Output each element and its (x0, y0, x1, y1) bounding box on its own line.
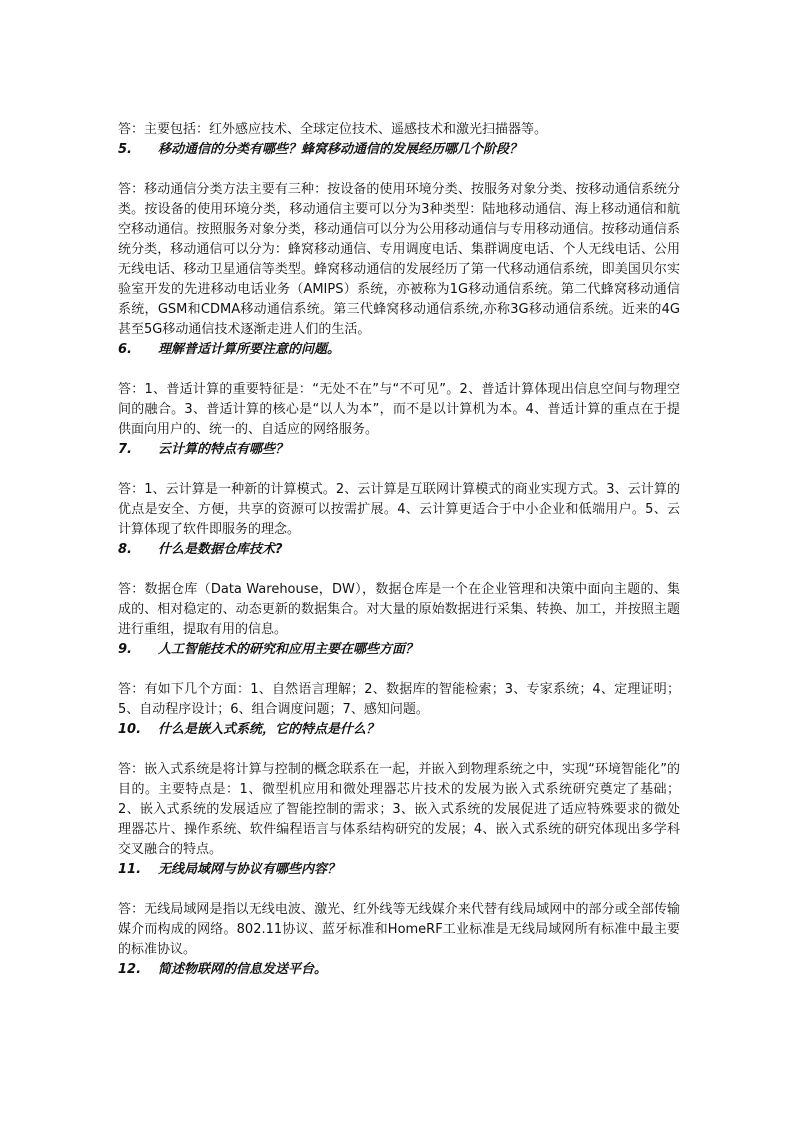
question-text: 简述物联网的信息发送平台。 (158, 962, 328, 977)
answer-paragraph: 答：嵌入式系统是将计算与控制的概念联系在一起，并嵌入到物理系统之中，实现“环境智能化”的目的。主要特点是：1、微型机应用和微处理器芯片技术的发展为嵌入式系统研究奠定了基础；2、嵌入式系统的发展适应了智能控制的需求；3、嵌入式系统的发展促进了适应特殊要求的微处理器芯片、操作系统、软件编程语言与体系结构研究的发展；4、嵌入式系统的研究体现出多学科交叉融合的特点。 (118, 762, 680, 857)
question-text: 云计算的特点有哪些？ (158, 442, 289, 457)
question-number: 6. (118, 342, 132, 357)
question-text: 什么是数据仓库技术? (158, 542, 283, 557)
question-text: 移动通信的分类有哪些？蜂窝移动通信的发展经历哪几个阶段？ (158, 142, 523, 157)
question-heading (118, 440, 680, 460)
answer-paragraph: 答：有如下几个方面：1、自然语言理解；2、数据库的智能检索；3、专家系统；4、定理证明；5、自动程序设计；6、组合调度问题；7、感知问题。 (118, 682, 680, 717)
question-heading (118, 340, 680, 360)
question-text: 理解普适计算所要注意的问题。 (158, 342, 341, 357)
answer-paragraph: 答：主要包括：红外感应技术、全球定位技术、遥感技术和激光扫描器等。 (118, 122, 548, 137)
question-number: 8. (118, 542, 132, 557)
question-text: 无线局域网与协议有哪些内容？ (158, 862, 341, 877)
question-heading (118, 720, 680, 740)
question-heading (118, 640, 680, 660)
answer-paragraph: 答：1、普适计算的重要特征是：“无处不在”与“不可见”。2、普适计算体现出信息空间与物理空间的融合。3、普适计算的核心是“以人为本”，而不是以计算机为本。4、普适计算的重点在于提供面向用户的、统一的、自适应的网络服务。 (118, 382, 680, 437)
question-number: 7. (118, 442, 132, 457)
question-heading (118, 860, 680, 880)
answer-paragraph: 答：移动通信分类方法主要有三种：按设备的使用环境分类、按服务对象分类、按移动通信系统分类。按设备的使用环境分类，移动通信主要可以分为3种类型：陆地移动通信、海上移动通信和航空移动通信。按照服务对象分类，移动通信可以分为公用移动通信与专用移动通信。按移动通信系统分类，移动通信可以分为：蜂窝移动通信、专用调度电话、集群调度电话、个人无线电话、公用无线电话、移动卫星通信等类型。蜂窝移动通信的发展经历了第一代移动通信系统，即美国贝尔实验室开发的先进移动电话业务（AMIPS）系统，亦被称为1G移动通信系统。第二代蜂窝移动通信系统，GSM和CDMA移动通信系统。第三代蜂窝移动通信系统,亦称3G移动通信系统。近来的4G甚至5G移动通信技术逐渐走进人们的生活。 (118, 182, 680, 337)
question-number: 9. (118, 642, 132, 657)
question-text: 人工智能技术的研究和应用主要在哪些方面？ (158, 642, 419, 657)
question-number: 5. (118, 142, 132, 157)
question-heading (118, 960, 680, 980)
answer-paragraph: 答：数据仓库（Data Warehouse，DW），数据仓库是一个在企业管理和决策中面向主题的、集成的、相对稳定的、动态更新的数据集合。对大量的原始数据进行采集、转换、加工，并按照主题进行重组，提取有用的信息。 (118, 582, 680, 637)
question-number: 11. (118, 862, 142, 877)
answer-paragraph: 答：1、云计算是一种新的计算模式。2、云计算是互联网计算模式的商业实现方式。3、云计算的优点是安全、方便，共享的资源可以按需扩展。4、云计算更适合于中小企业和低端用户。5、云计算体现了软件即服务的理念。 (118, 482, 680, 537)
question-text: 什么是嵌入式系统，它的特点是什么？ (158, 722, 380, 737)
question-number: 10. (118, 722, 142, 737)
question-heading (118, 540, 680, 560)
document-page (118, 120, 680, 1000)
answer-paragraph: 答：无线局域网是指以无线电波、激光、红外线等无线媒介来代替有线局域网中的部分或全部传输媒介而构成的网络。802.11协议、蓝牙标准和HomeRF工业标准是无线局域网所有标准中最主要的标准协议。 (118, 902, 680, 957)
question-number: 12. (118, 962, 142, 977)
question-heading (118, 140, 680, 160)
